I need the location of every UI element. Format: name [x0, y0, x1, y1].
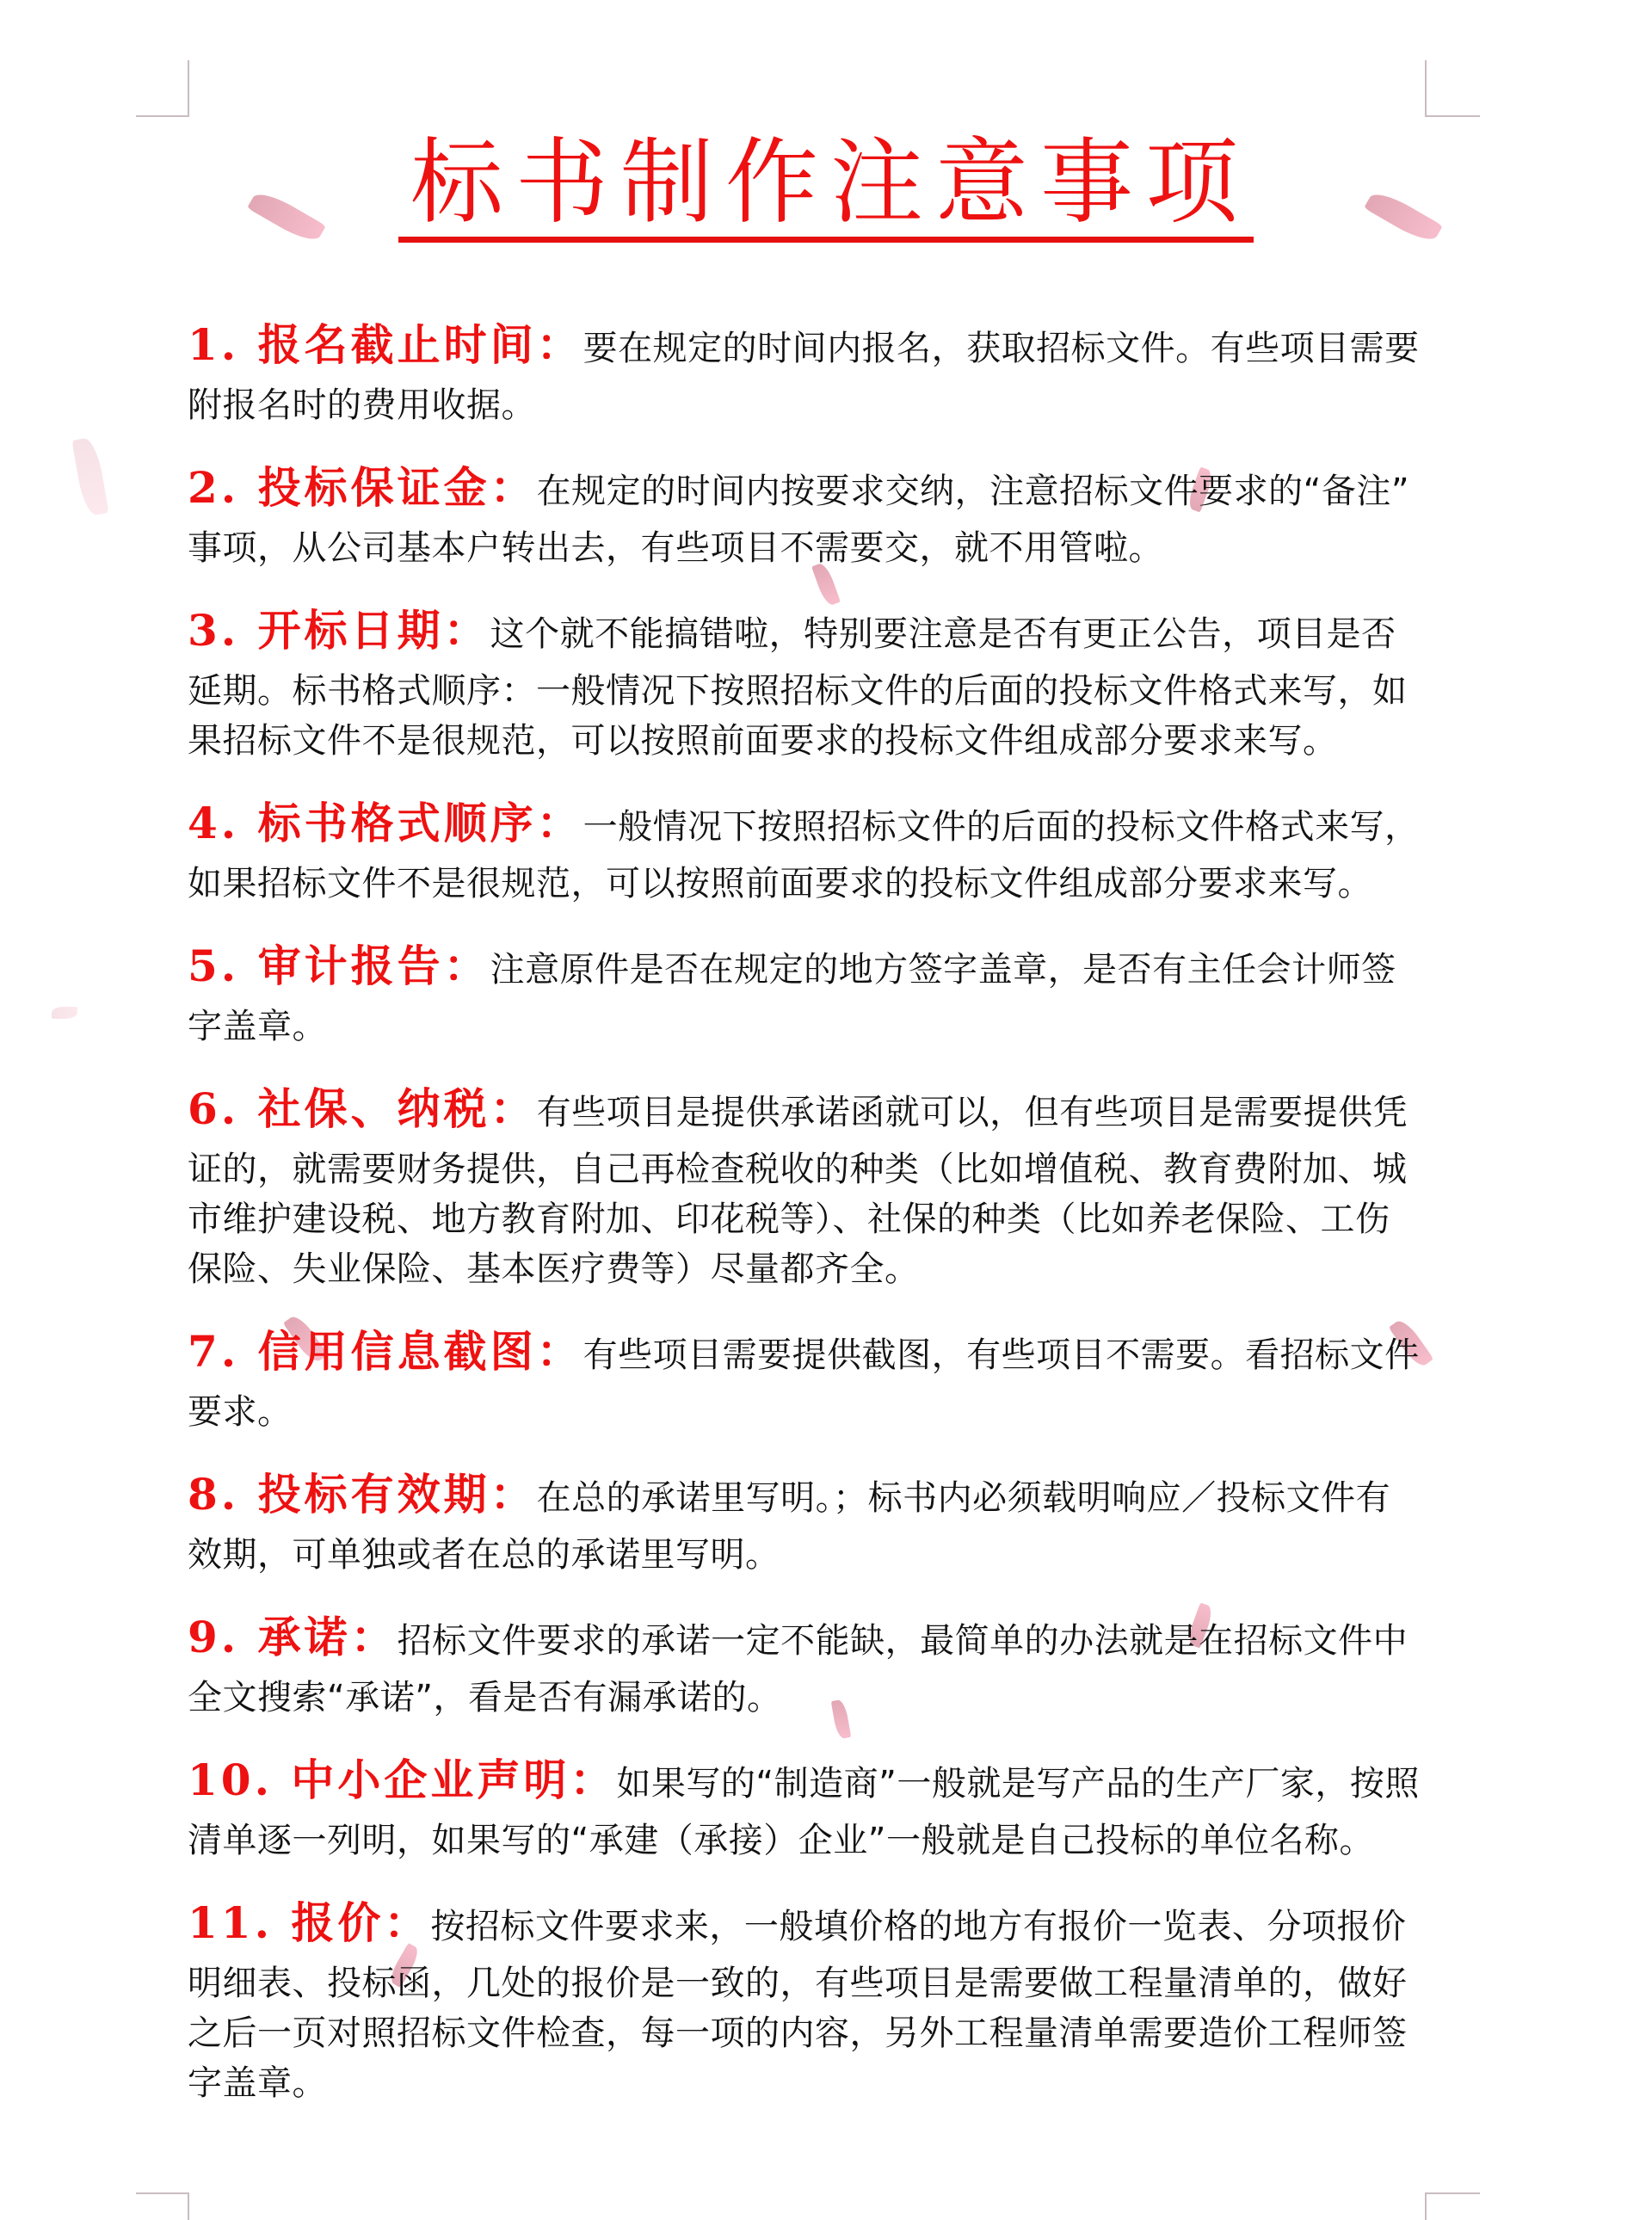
item-text: 效期，可单独或者在总的承诺里写明。	[188, 1535, 780, 1575]
item-text: 附报名时的费用收据。	[188, 385, 536, 425]
list-item	[188, 931, 1470, 1051]
item-text: 市维护建设税、地方教育附加、印花税等）、社保的种类（比如养老保险、工伤	[188, 1199, 1390, 1239]
item-text: 按招标文件要求来，一般填价格的地方有报价一览表、分项报价	[430, 1907, 1407, 1946]
item-text: 如果招标文件不是很规范，可以按照前面要求的投标文件组成部分要求来写。	[188, 864, 1372, 903]
item-heading: 11. 报价：	[188, 1897, 431, 1948]
page-title: 标书制作注意事项	[398, 129, 1254, 243]
list-item	[188, 310, 1470, 430]
item-text: 清单逐一列明，如果写的“承建（承接）企业”一般就是自己投标的单位名称。	[188, 1821, 1374, 1860]
item-text: 全文搜索“承诺”，看是否有漏承诺的。	[188, 1678, 782, 1717]
item-text: 一般情况下按照招标文件的后面的投标文件格式来写，	[583, 807, 1420, 847]
title-container	[0, 129, 1652, 243]
item-text: 之后一页对照招标文件检查，每一项的内容，另外工程量清单需要造价工程师签	[188, 2013, 1408, 2053]
item-heading: 5. 审计报告：	[188, 940, 490, 991]
page-corner-mark-top-left	[136, 60, 189, 117]
petal-decoration-icon	[52, 1007, 77, 1019]
item-text: 果招标文件不是很规范，可以按照前面要求的投标文件组成部分要求来写。	[188, 721, 1338, 761]
item-text: 在规定的时间内按要求交纳，注意招标文件要求的“备注”	[536, 472, 1410, 511]
item-text: 招标文件要求的承诺一定不能缺，最简单的办法就是在招标文件中	[397, 1621, 1409, 1661]
item-text: 延期。标书格式顺序：一般情况下按照招标文件的后面的投标文件格式来写，如	[188, 671, 1408, 711]
list-item	[188, 788, 1470, 909]
item-heading: 6. 社保、纳税：	[188, 1083, 537, 1134]
item-heading: 3. 开标日期：	[188, 605, 490, 656]
list-item	[188, 1459, 1470, 1580]
item-text: 字盖章。	[188, 1007, 327, 1046]
item-text: 有些项目需要提供截图，有些项目不需要。看招标文件	[583, 1335, 1420, 1375]
item-heading: 4. 标书格式顺序：	[188, 798, 583, 848]
item-text: 要在规定的时间内报名，获取招标文件。有些项目需要	[583, 329, 1420, 368]
item-heading: 8. 投标有效期：	[188, 1469, 537, 1520]
item-heading: 9. 承诺：	[188, 1612, 398, 1662]
item-text: 字盖章。	[188, 2063, 327, 2103]
page-corner-mark-bottom-left	[136, 2192, 189, 2220]
item-text: 注意原件是否在规定的地方签字盖章，是否有主任会计师签	[490, 950, 1396, 990]
list-item	[188, 1745, 1470, 1865]
item-text: 保险、失业保险、基本医疗费等）尽量都齐全。	[188, 1249, 920, 1289]
item-text: 如果写的“制造商”一般就是写产品的生产厂家，按照	[616, 1764, 1420, 1804]
list-item	[188, 453, 1470, 573]
item-heading: 10. 中小企业声明：	[188, 1754, 617, 1805]
item-text: 证的，就需要财务提供，自己再检查税收的种类（比如增值税、教育费附加、城	[188, 1150, 1408, 1189]
list-item	[188, 595, 1470, 766]
item-heading: 1. 报名截止时间：	[188, 319, 583, 370]
page-corner-mark-bottom-right	[1425, 2192, 1480, 2220]
item-text: 明细表、投标函，几处的报价是一致的，有些项目是需要做工程量清单的，做好	[188, 1964, 1408, 2003]
list-item	[188, 1888, 1470, 2108]
item-text: 有些项目是提供承诺函就可以，但有些项目是需要提供凭	[536, 1093, 1409, 1132]
petal-decoration-icon	[71, 436, 108, 516]
item-text: 在总的承诺里写明。；标书内必须载明响应／投标文件有	[536, 1478, 1391, 1518]
item-text: 要求。	[188, 1392, 293, 1432]
item-text: 事项，从公司基本户转出去，有些项目不需要交，就不用管啦。	[188, 528, 1163, 568]
list-item	[188, 1602, 1470, 1723]
list-item	[188, 1074, 1470, 1294]
item-heading: 2. 投标保证金：	[188, 462, 537, 513]
item-text: 这个就不能搞错啦，特别要注意是否有更正公告，项目是否	[490, 614, 1396, 654]
notes-list	[188, 310, 1470, 2108]
page-corner-mark-top-right	[1425, 60, 1480, 117]
item-heading: 7. 信用信息截图：	[188, 1326, 583, 1377]
list-item	[188, 1317, 1470, 1437]
